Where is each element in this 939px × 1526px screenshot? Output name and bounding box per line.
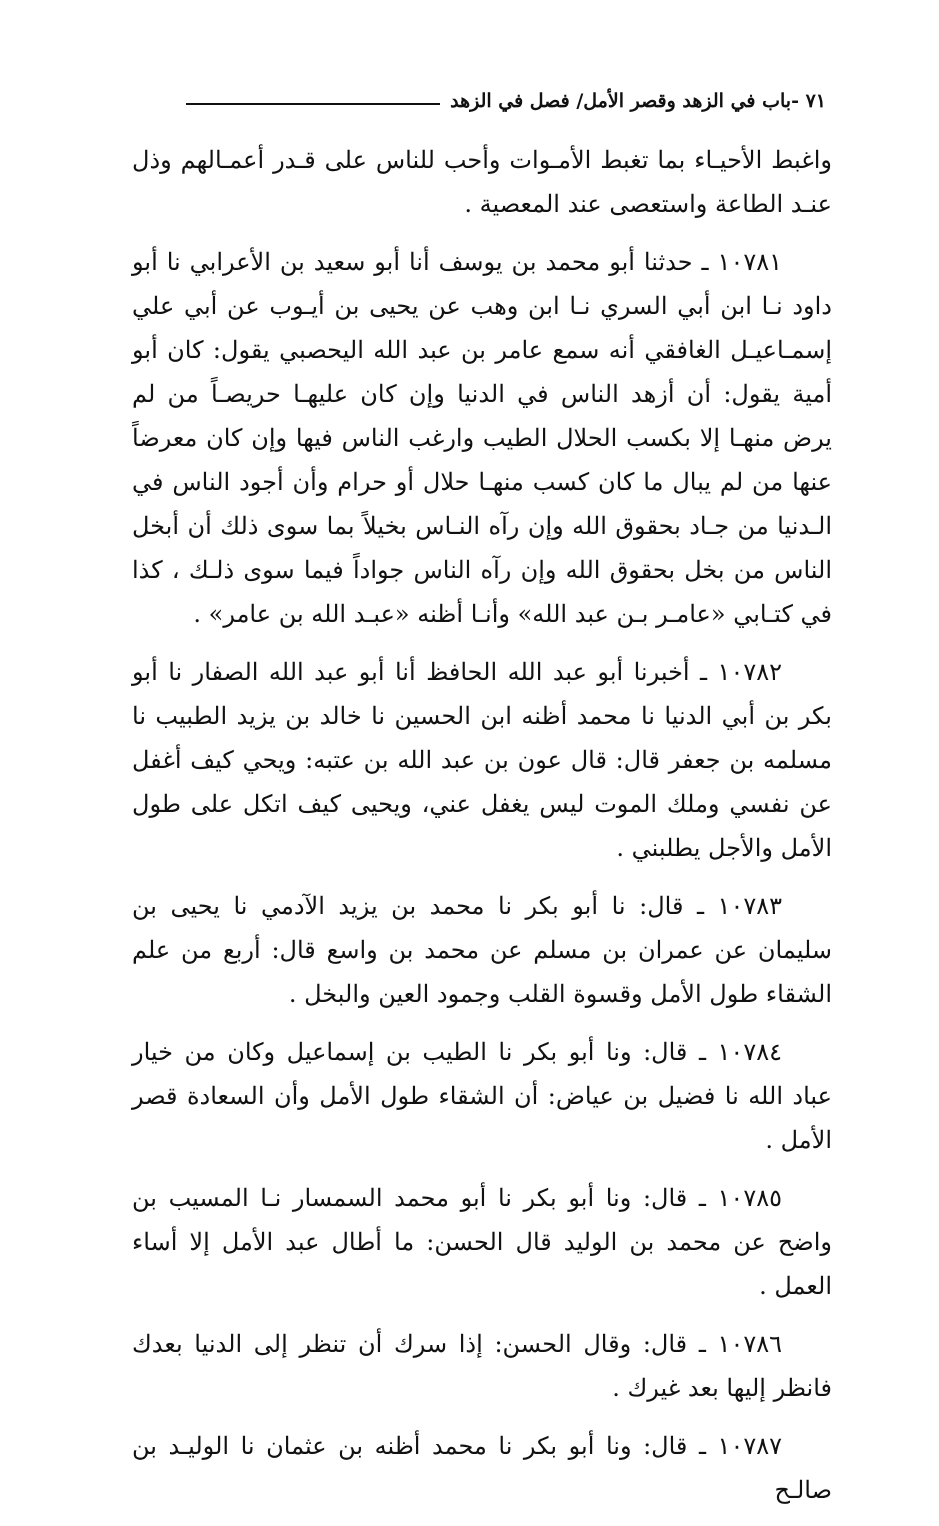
paragraph — [132, 650, 832, 870]
paragraph-text: ـ قال: ونا أبو بكر نا الطيب بن إسماعيل وكان من خيار عباد الله نا فضيل بن عياض: أن الشقاء طول الأمل وأن السعادة قصر الأمل . — [132, 1038, 832, 1154]
paragraph — [132, 138, 832, 226]
hadith-number: ١٠٧٨٣ — [717, 892, 782, 920]
paragraph-text: واغبط الأحيـاء بما تغبط الأمـوات وأحب للناس على قـدر أعمـالهم وذل عنـد الطاعة واستعصى عند المعصية . — [132, 146, 832, 218]
paragraph — [132, 1030, 832, 1162]
paragraph-text: ـ قال: وقال الحسن: إذا سرك أن تنظر إلى الدنيا بعدك فانظر إليها بعد غيرك . — [132, 1330, 832, 1402]
paragraph-text: ـ حدثنا أبو محمد بن يوسف أنا أبو سعيد بن الأعرابي نا أبو داود نـا ابن أبي السري نـا ابن وهب عن يحيى بن أيـوب عن أبي علي إسمـاعيـل الغافقي أنه سمع عامر بن عبد الله اليحصبي يقول: كان أبو أمية يقول: أن أزهد الناس في الدنيا وإن كان عليهـا حريصـاً من لم يرض منهـا إلا بكسب الحلال الطيب وارغب الناس فيها وإن كان معرضاً عنها من لم يبال ما كان كسب منهـا حلال أو حرام وأن أجود الناس في الـدنيا من جـاد بحقوق الله وإن رآه النـاس بخيلاً بما سوى ذلك أن أبخل الناس من بخل بحقوق الله وإن رآه الناس جواداً فيما سوى ذلـك ، كذا في كتـابي «عامـر بـن عبد الله» وأنـا أظنه «عبـد الله بن عامر» . — [132, 248, 832, 628]
hadith-number: ١٠٧٨٧ — [717, 1432, 782, 1460]
body-text — [132, 138, 832, 1526]
hadith-number: ١٠٧٨٦ — [717, 1330, 782, 1358]
hadith-number: ١٠٧٨٥ — [717, 1184, 782, 1212]
hadith-number: ١٠٧٨٢ — [717, 658, 782, 686]
paragraph — [132, 1424, 832, 1512]
paragraph-text: ـ قال: ونا أبو بكر نا أبو محمد السمسار نـا المسيب بن واضح عن محمد بن الوليد قال الحسن: ما أطال عبد الأمل إلا أساء العمل . — [132, 1184, 832, 1300]
paragraph — [132, 240, 832, 636]
paragraph-text: ـ قال: نا أبو بكر نا محمد بن يزيد الآدمي نا يحيى بن سليمان عن عمران بن مسلم عن محمد بن واسع قال: أربع من علم الشقاء طول الأمل وقسوة القلب وجمود العين والبخل . — [132, 892, 832, 1008]
header-title: ٧١ -باب في الزهد وقصر الأمل/ فصل في الزهد — [450, 90, 826, 112]
paragraph — [132, 884, 832, 1016]
paragraph — [132, 1322, 832, 1410]
hadith-number: ١٠٧٨٤ — [717, 1038, 782, 1066]
paragraph-text: ـ أخبرنا أبو عبد الله الحافظ أنا أبو عبد الله الصفار نا أبو بكر بن أبي الدنيا نا محمد أظنه ابن الحسين نا خالد بن يزيد الطبيب نا مسلمه بن جعفر قال: قال عون بن عبد الله بن عتبه: ويحي كيف أغفل عن نفسي وملك الموت ليس يغفل عني، ويحيى كيف اتكل على طول الأمل والأجل يطلبني . — [132, 658, 832, 862]
running-header — [186, 84, 826, 118]
header-rule — [186, 103, 440, 105]
paragraph-text: ـ قال: ونا أبو بكر نا محمد أظنه بن عثمان نا الوليـد بن صالـح — [132, 1432, 832, 1504]
paragraph — [132, 1176, 832, 1308]
hadith-number: ١٠٧٨١ — [717, 248, 782, 276]
